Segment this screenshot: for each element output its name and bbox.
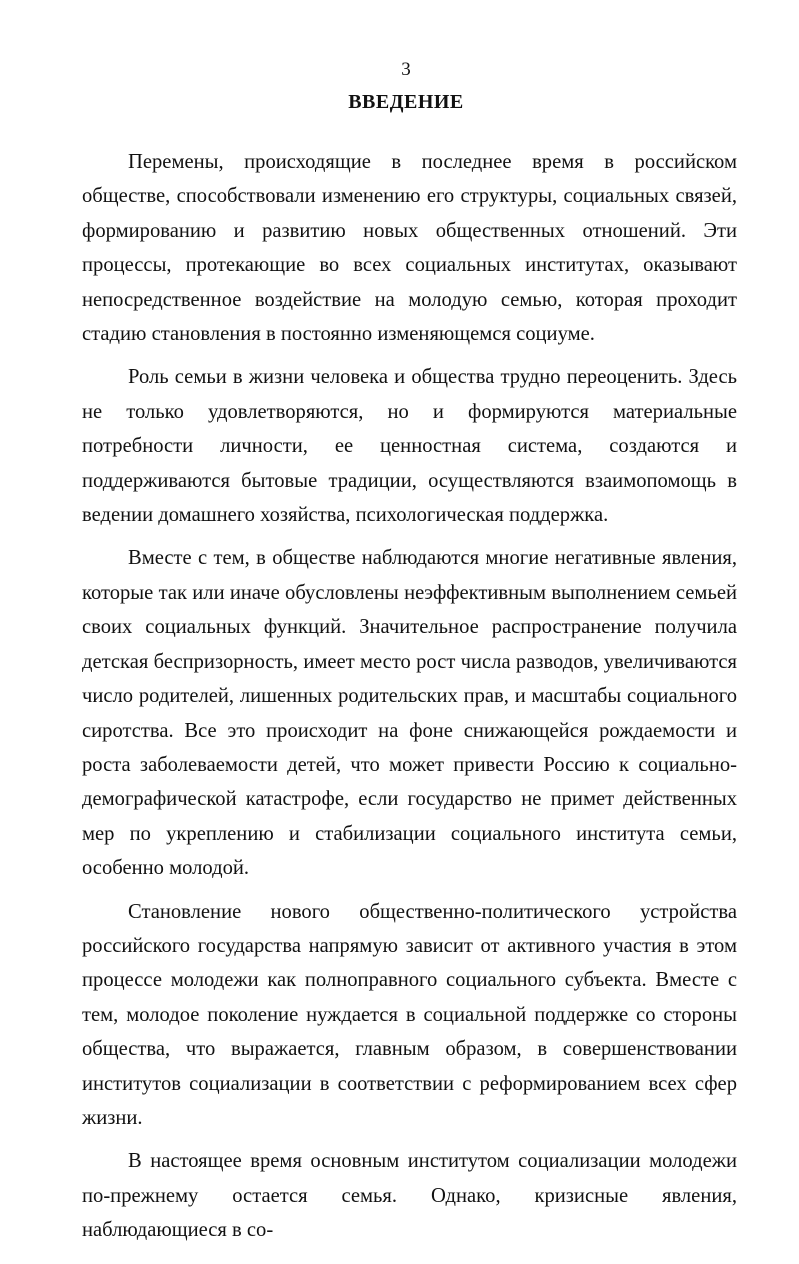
paragraph-2: Роль семьи в жизни человека и общества трудно переоценить. Здесь не только удовлетворяются, но и формируются материальные потребности личности, ее ценностная система, создаются и поддерживаются бытовые традиции, осуществляются взаимопомощь в ведении домашнего хозяйства, психологическая поддержка.	[82, 366, 737, 527]
paragraph-3: Вместе с тем, в обществе наблюдаются многие негативные явления, которые так или иначе обусловлены неэффективным выполнением семьей своих социальных функций. Значительное распространение получила детская беспризорность, имеет место рост числа разводов, увеличиваются число родителей, лишенных родительских прав, и масштабы социального сиротства. Все это происходит на фоне снижающейся рождаемости и роста заболеваемости детей, что может привести Россию к социально-демографической катастрофе, если государство не примет действенных мер по укреплению и стабилизации социального института семьи, особенно молодой.	[82, 547, 737, 880]
paragraph-1: Перемены, происходящие в последнее время в российском обществе, способствовали изменению его структуры, социальных связей, формированию и развитию новых общественных отношений. Эти процессы, протекающие во всех социальных институтах, оказывают непосредственное воздействие на молодую семью, которая проходит стадию становления в постоянно изменяющемся социуме.	[82, 151, 737, 346]
paragraph-4: Становление нового общественно-политического устройства российского государства напрямую зависит от активного участия в этом процессе молодежи как полноправного социального субъекта. Вместе с тем, молодое поколение нуждается в социальной поддержке со стороны общества, что выражается, главным образом, в совершенствовании институтов социализации в соответствии с реформированием всех сфер жизни.	[82, 900, 737, 1129]
section-title: ВВЕДЕНИЕ	[348, 91, 464, 113]
paragraph-5: В настоящее время основным институтом социализации молодежи по-прежнему остается семья. Однако, кризисные явления, наблюдающиеся в со-	[82, 1150, 737, 1242]
page-number: 3	[401, 59, 411, 80]
body-text	[82, 145, 737, 1257]
